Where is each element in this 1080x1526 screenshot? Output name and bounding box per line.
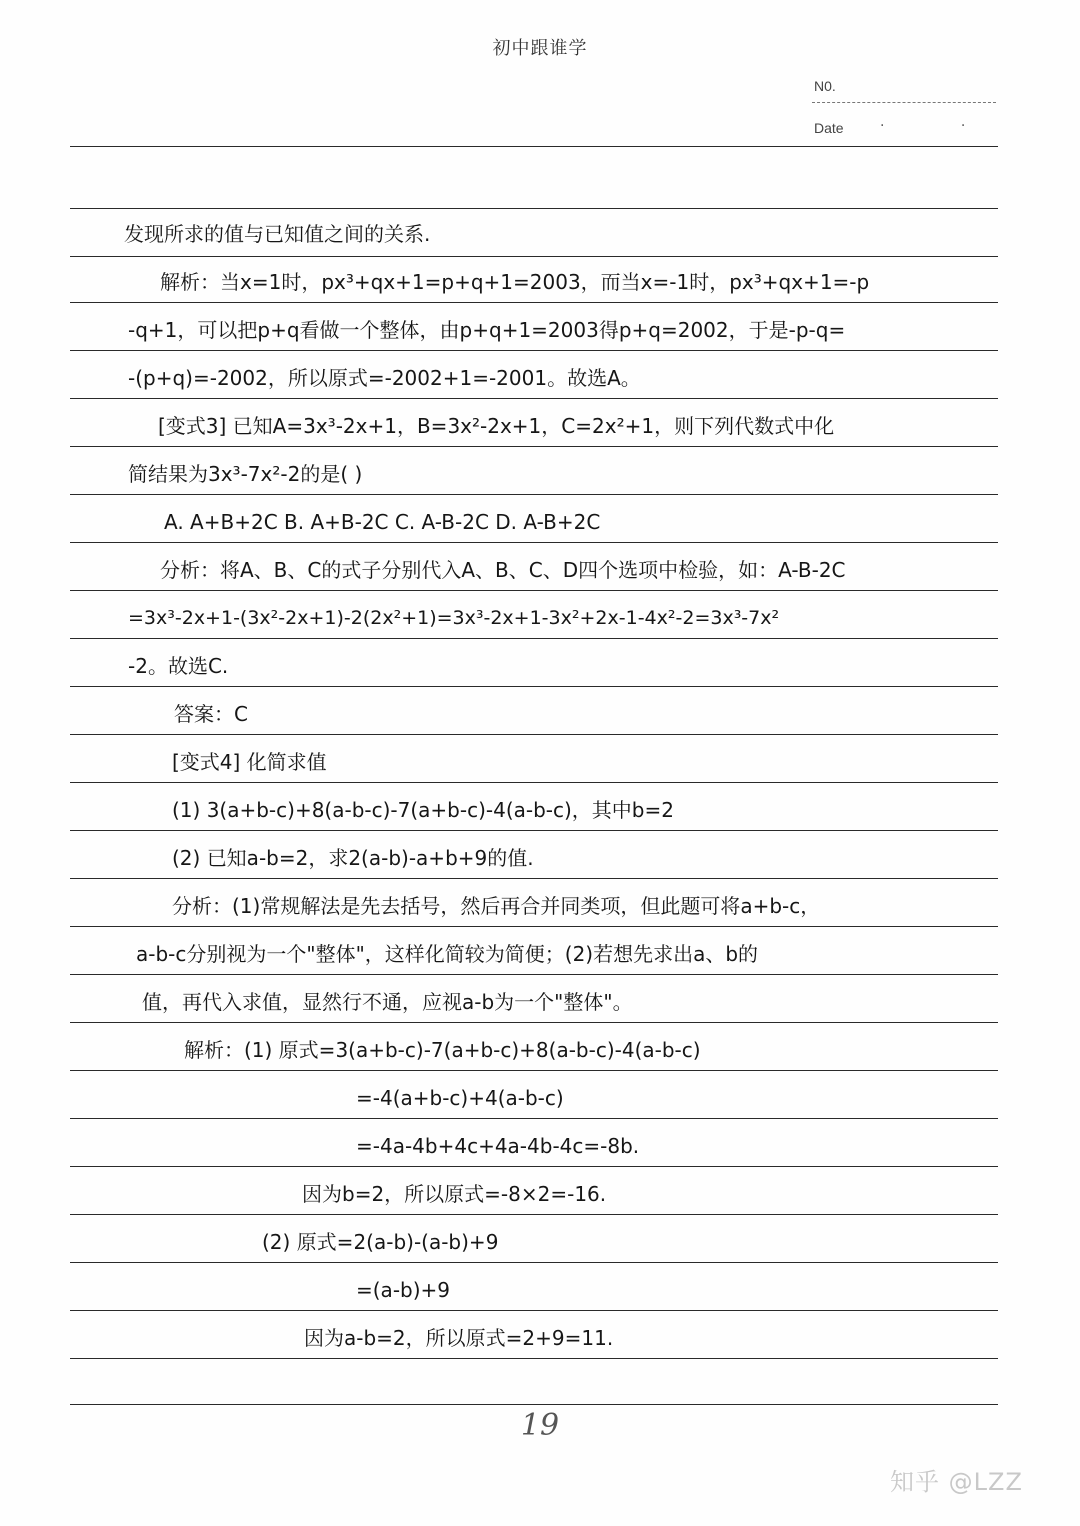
text-line-15: 分析：(1)常规解法是先去括号，然后再合并同类项，但此题可将a+b-c， (172, 894, 821, 918)
ruled-line (70, 1310, 998, 1311)
date-field-dots: · · (880, 118, 1002, 134)
text-line-8: 分析：将A、B、C的式子分别代入A、B、C、D四个选项中检验，如：A-B-2C (160, 558, 846, 582)
text-line-21: 因为b=2，所以原式=-8×2=-16. (302, 1182, 607, 1206)
text-line-14: (2) 已知a-b=2，求2(a-b)-a+b+9的值. (172, 846, 534, 870)
ruled-line (70, 782, 998, 783)
ruled-line (70, 350, 998, 351)
text-line-17: 值，再代入求值，显然行不通，应视a-b为一个"整体"。 (142, 990, 633, 1014)
ruled-line (70, 1358, 998, 1359)
ruled-line (70, 542, 998, 543)
text-line-16: a-b-c分别视为一个"整体"，这样化简较为简便；(2)若想先求出a、b的 (136, 942, 759, 966)
text-line-6: 简结果为3x³-7x²-2的是( ) (128, 462, 363, 486)
text-line-10: -2。故选C. (128, 654, 229, 678)
answer-options: A. A+B+2C B. A+B-2C C. A-B-2C D. A-B+2C (164, 510, 601, 534)
variant-4-heading: [变式4] 化简求值 (172, 750, 327, 774)
no-field-line (812, 102, 996, 103)
text-line-24: 因为a-b=2，所以原式=2+9=11. (304, 1326, 614, 1350)
ruled-line (70, 878, 998, 879)
text-line-9: =3x³-2x+1-(3x²-2x+1)-2(2x²+1)=3x³-2x+1-3x²+2x-1-4x²-2=3x³-7x² (128, 607, 780, 629)
text-line-20: =-4a-4b+4c+4a-4b-4c=-8b. (356, 1134, 640, 1158)
ruled-line (70, 1022, 998, 1023)
ruled-line (70, 1166, 998, 1167)
ruled-line (70, 494, 998, 495)
ruled-line (70, 256, 998, 257)
ruled-line (70, 1262, 998, 1263)
ruled-line (70, 638, 998, 639)
ruled-line (70, 1404, 998, 1405)
text-line-3: -q+1，可以把p+q看做一个整体，由p+q+1=2003得p+q=2002，于是-p-q= (128, 318, 846, 342)
text-line-23: =(a-b)+9 (356, 1278, 451, 1302)
ruled-line (70, 974, 998, 975)
text-line-1: 发现所求的值与已知值之间的关系. (124, 222, 431, 246)
ruled-line (70, 926, 998, 927)
ruled-line (70, 590, 998, 591)
page-number: 19 (520, 1408, 560, 1443)
ruled-line (70, 398, 998, 399)
no-label: N0. (814, 78, 836, 94)
header-title: 初中跟谁学 (492, 38, 588, 59)
text-line-2: 解析：当x=1时，px³+qx+1=p+q+1=2003，而当x=-1时，px³+qx+1=-p (160, 270, 870, 294)
text-line-19: =-4(a+b-c)+4(a-b-c) (356, 1086, 564, 1110)
ruled-line (70, 302, 998, 303)
ruled-line (70, 446, 998, 447)
answer-line: 答案：C (174, 702, 248, 726)
watermark: 知乎 @LZZ (890, 1468, 1023, 1496)
ruled-line (70, 686, 998, 687)
text-line-13: (1) 3(a+b-c)+8(a-b-c)-7(a+b-c)-4(a-b-c)，其中b=2 (172, 798, 674, 822)
ruled-line (70, 1070, 998, 1071)
text-line-4: -(p+q)=-2002，所以原式=-2002+1=-2001。故选A。 (128, 366, 641, 390)
ruled-line (70, 734, 998, 735)
text-line-22: (2) 原式=2(a-b)-(a-b)+9 (262, 1230, 499, 1254)
ruled-line (70, 1118, 998, 1119)
date-label: Date (814, 120, 844, 136)
ruled-line (70, 1214, 998, 1215)
ruled-line (70, 208, 998, 209)
ruled-line (70, 146, 998, 147)
text-line-5: [变式3] 已知A=3x³-2x+1，B=3x²-2x+1，C=2x²+1，则下列代数式中化 (158, 414, 835, 438)
text-line-18: 解析：(1) 原式=3(a+b-c)-7(a+b-c)+8(a-b-c)-4(a-b-c) (184, 1038, 701, 1062)
ruled-line (70, 830, 998, 831)
